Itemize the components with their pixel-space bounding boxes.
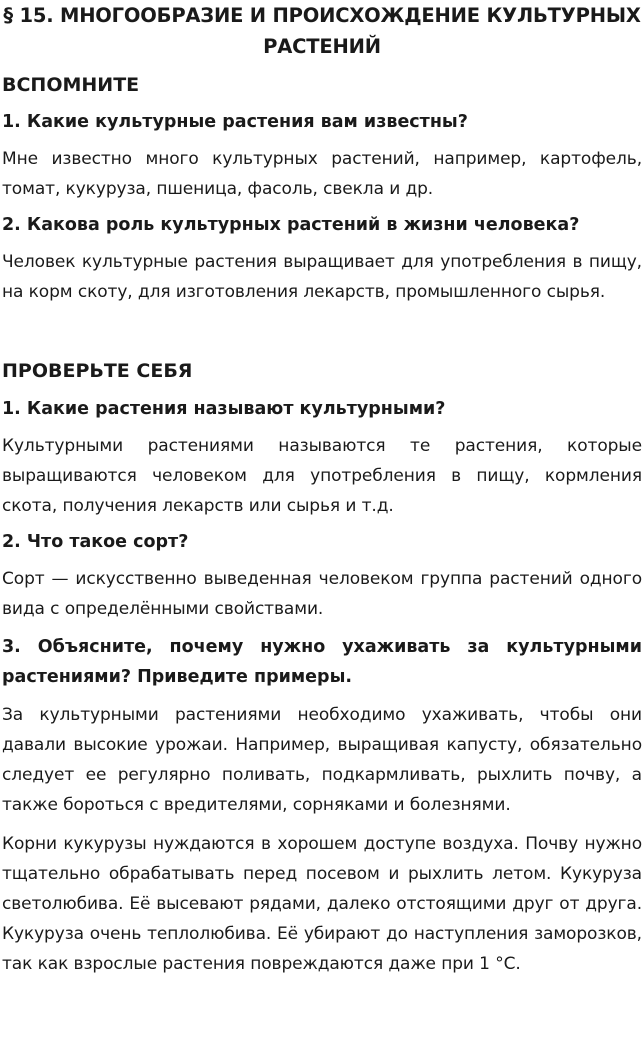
answer-paragraph: Корни кукурузы нуждаются в хорошем доступе воздуха. Почву нужно тщательно обрабатывать перед посевом и рыхлить летом. Кукуруза светолюбива. Её высевают рядами, далеко отстоящими друг от друга. Кукуруза очень теплолюбива. Её убирают до наступления заморозков, так как взрослые растения повреждаются даже при 1 °С. bbox=[2, 834, 642, 974]
section-heading-remember: ВСПОМНИТЕ bbox=[2, 74, 140, 96]
answer-paragraph: Сорт — искусственно выведенная человеком группа растений одного вида с определёнными свойствами. bbox=[2, 569, 642, 619]
question-text: 1. Какие культурные растения вам известны? bbox=[2, 112, 468, 132]
section-heading-self-check: ПРОВЕРЬТЕ СЕБЯ bbox=[2, 360, 193, 382]
question-text: 1. Какие растения называют культурными? bbox=[2, 399, 446, 419]
answer-paragraph: Человек культурные растения выращивает для употребления в пищу, на корм скоту, для изготовления лекарств, промышленного сырья. bbox=[2, 252, 642, 302]
question-text: 3. Объясните, почему нужно ухаживать за культурными растениями? Приведите примеры. bbox=[2, 637, 642, 687]
question-text: 2. Какова роль культурных растений в жизни человека? bbox=[2, 215, 580, 235]
answer-paragraph: Культурными растениями называются те растения, которые выращиваются человеком для употребления в пищу, кормления скота, получения лекарств или сырья и т.д. bbox=[2, 436, 642, 516]
question-text: 2. Что такое сорт? bbox=[2, 532, 189, 552]
answer-paragraph: За культурными растениями необходимо ухаживать, чтобы они давали высокие урожаи. Например, выращивая капусту, обязательно следует ее регулярно поливать, подкармливать, рыхлить почву, а также бороться с вредителями, сорняками и болезнями. bbox=[2, 705, 642, 815]
answer-paragraph: Мне известно много культурных растений, например, картофель, томат, кукуруза, пшеница, фасоль, свекла и др. bbox=[2, 149, 642, 199]
page-title: § 15. МНОГООБРАЗИЕ И ПРОИСХОЖДЕНИЕ КУЛЬТУРНЫХ РАСТЕНИЙ bbox=[3, 4, 641, 58]
